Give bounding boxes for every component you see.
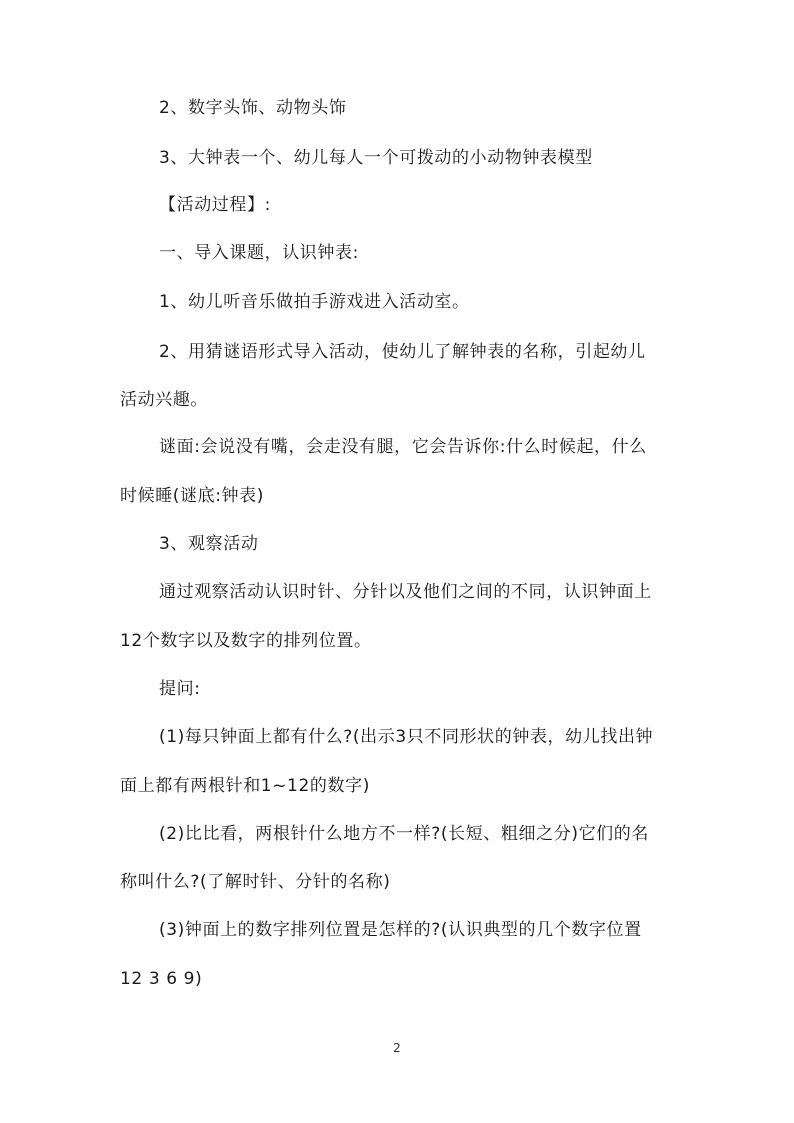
page-number: 2	[393, 1041, 401, 1055]
text-line-questions: 提问:	[159, 679, 201, 699]
text-line-question-1-cont: 面上都有两根针和1~12的数字)	[120, 776, 370, 796]
section-heading-activity-process: 【活动过程】:	[159, 195, 271, 215]
text-line-question-1: (1)每只钟面上都有什么?(出示3只不同形状的钟表，幼儿找出钟	[159, 727, 654, 747]
text-line-step-2-cont: 活动兴趣。	[120, 390, 208, 410]
text-line-question-3: (3)钟面上的数字排列位置是怎样的?(认识典型的几个数字位置	[159, 920, 642, 940]
text-line-materials-2: 2、数字头饰、动物头饰	[159, 98, 347, 118]
text-line-step-1: 1、幼儿听音乐做拍手游戏进入活动室。	[159, 292, 470, 312]
text-line-question-3-cont: 12 3 6 9)	[120, 969, 203, 989]
text-line-riddle: 谜面:会说没有嘴，会走没有腿，它会告诉你:什么时候起，什么	[159, 437, 647, 457]
text-line-materials-3: 3、大钟表一个、幼儿每人一个可拨动的小动物钟表模型	[159, 148, 593, 168]
text-line-step-3: 3、观察活动	[159, 534, 259, 554]
text-line-question-2-cont: 称叫什么?(了解时针、分针的名称)	[120, 872, 391, 892]
text-line-question-2: (2)比比看，两根针什么地方不一样?(长短、粗细之分)它们的名	[159, 824, 649, 844]
text-line-observation-cont: 12个数字以及数字的排列位置。	[120, 631, 372, 651]
text-line-riddle-cont: 时候睡(谜底:钟表)	[120, 486, 264, 506]
subheading-introduction: 一、导入课题，认识钟表:	[159, 243, 359, 263]
text-line-observation: 通过观察活动认识时针、分针以及他们之间的不同，认识钟面上	[159, 582, 652, 602]
text-line-step-2: 2、用猜谜语形式导入活动，使幼儿了解钟表的名称，引起幼儿	[159, 342, 646, 362]
